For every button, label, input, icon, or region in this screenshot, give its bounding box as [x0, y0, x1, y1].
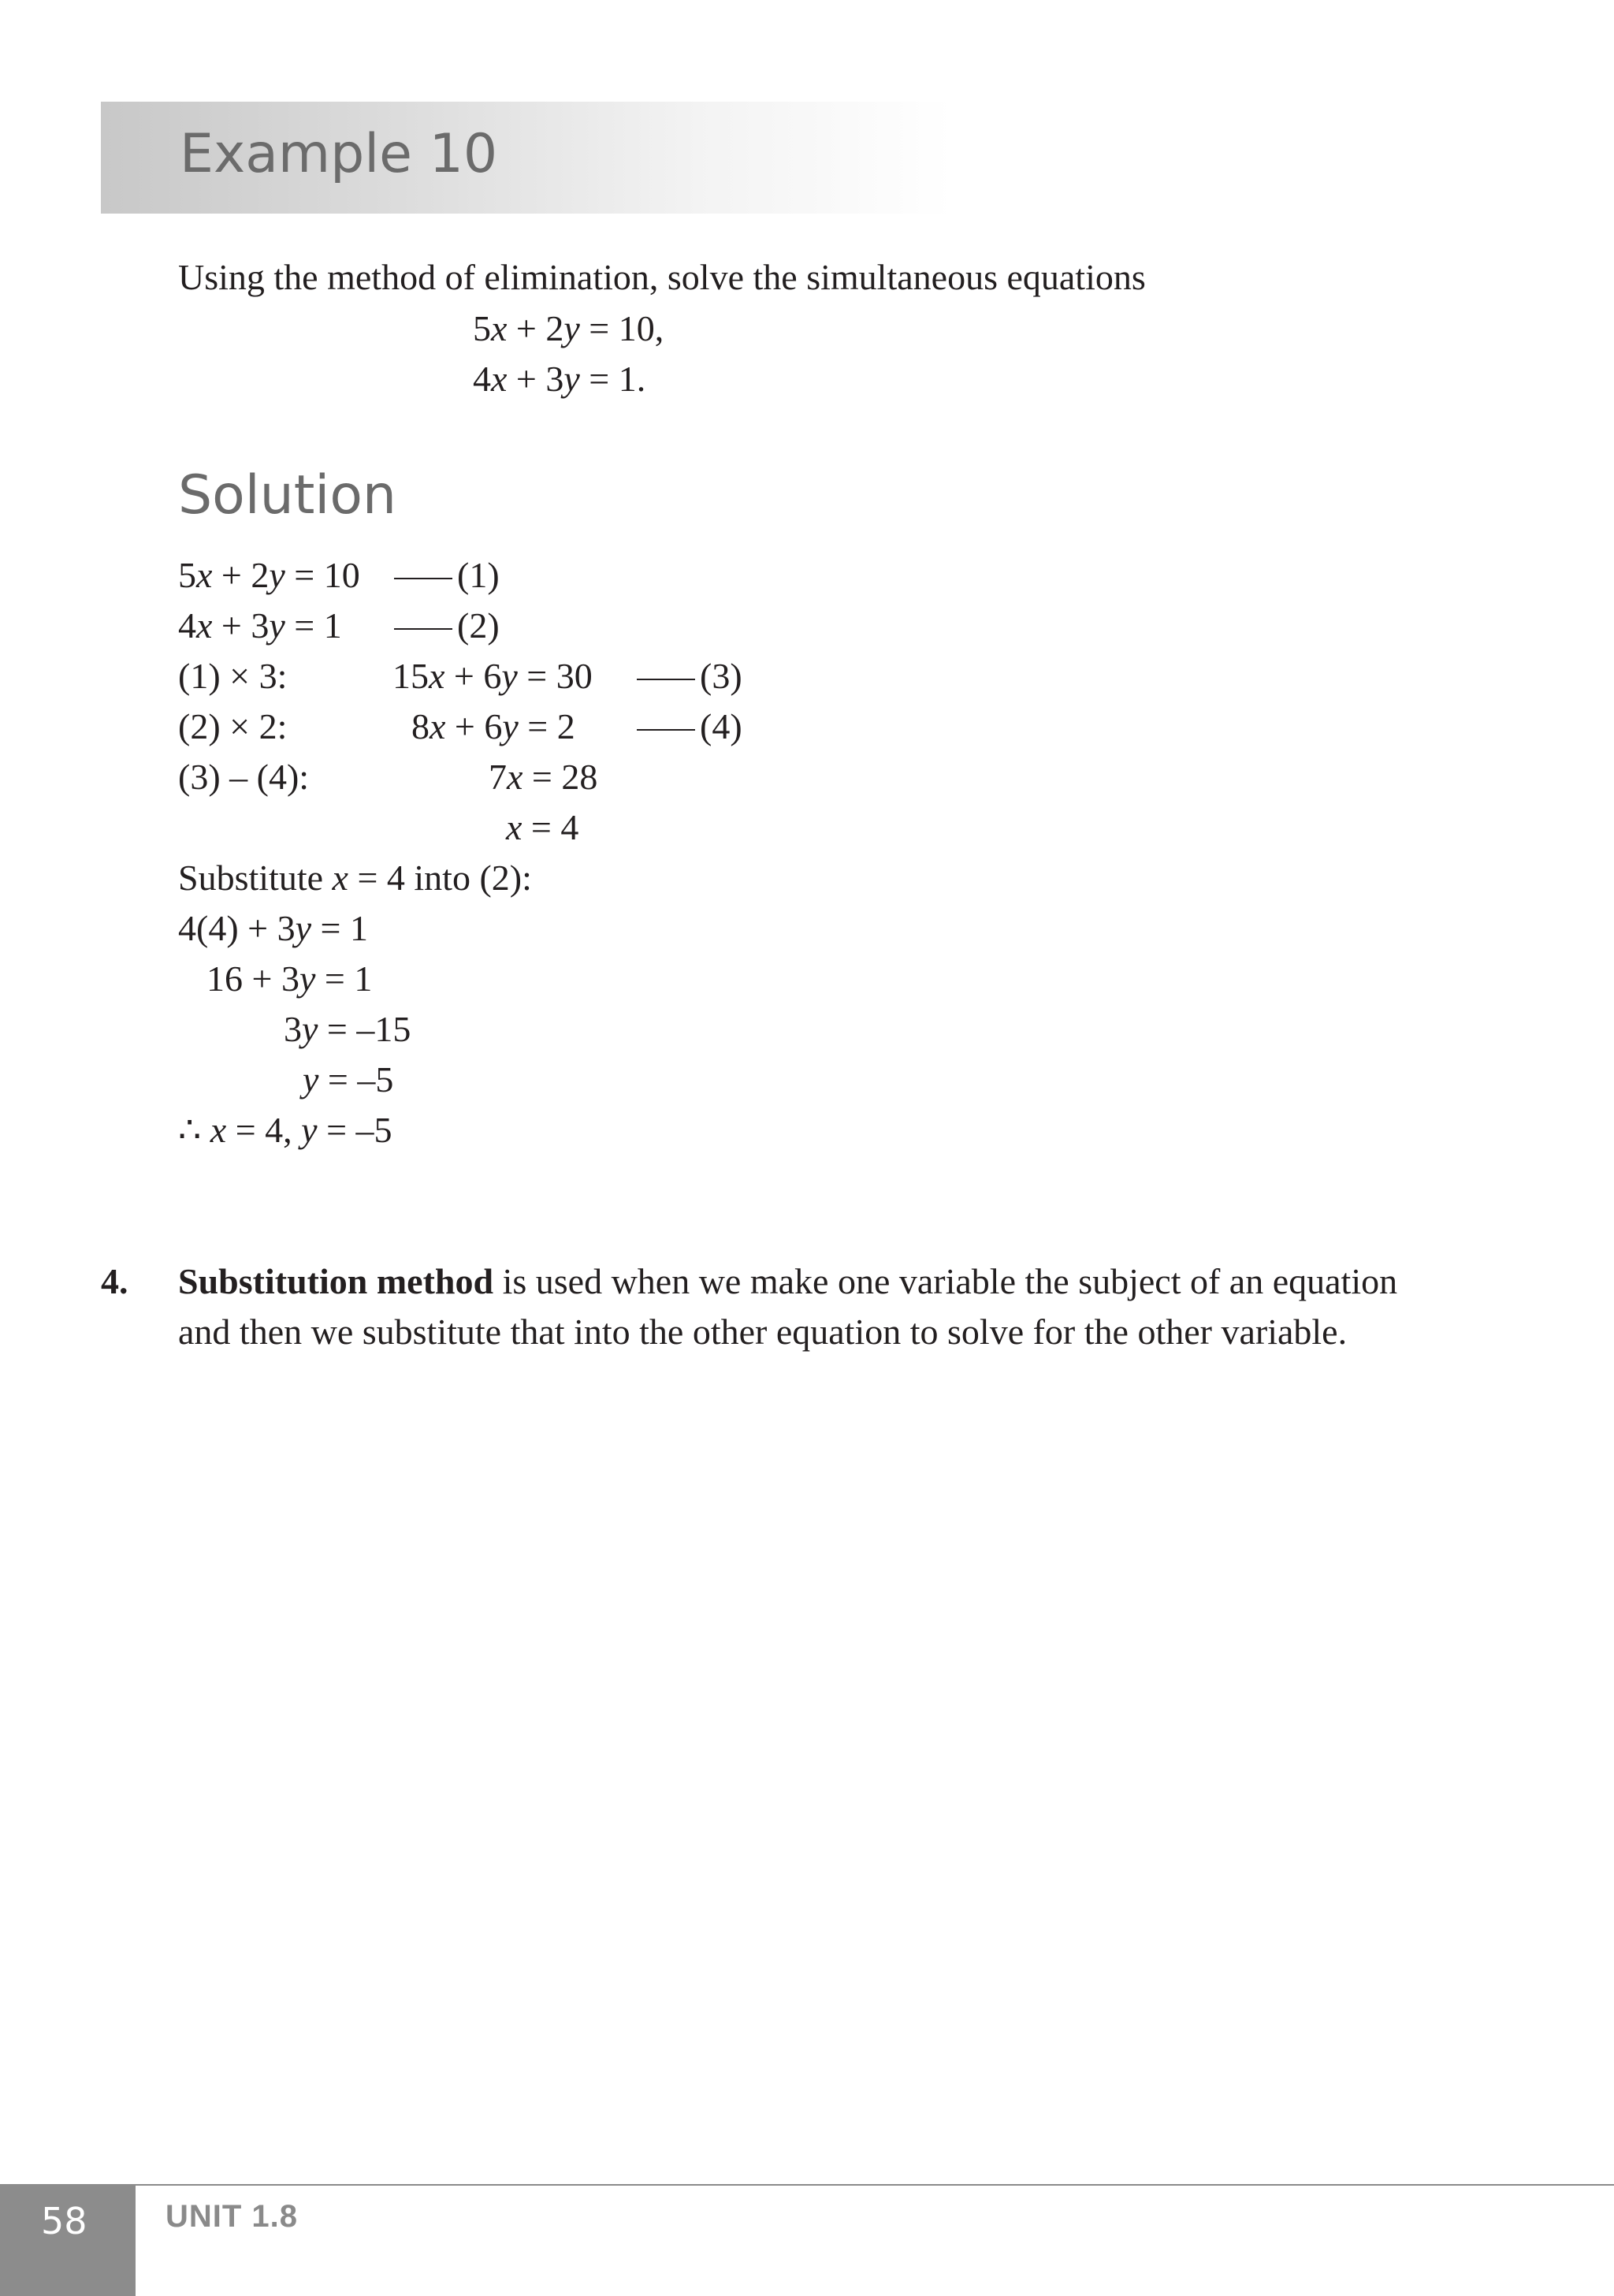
equation-2: 4x + 3y = 1	[178, 605, 342, 646]
question-equation-2: 4x + 3y = 1.	[473, 359, 646, 399]
substitution-line-1: 4(4) + 3y = 1	[178, 908, 368, 948]
point-4-line-2: and then we substitute that into the other equation to solve for the other variable.	[178, 1312, 1348, 1352]
unit-label: UNIT 1.8	[165, 2199, 299, 2234]
step-4-operation: (2) × 2:	[178, 706, 288, 746]
dash-line	[637, 679, 695, 680]
equation-1-tag: (1)	[389, 550, 500, 601]
question-equation-1: 5x + 2y = 10,	[473, 308, 664, 348]
dash-line	[637, 729, 695, 731]
point-number: 4.	[101, 1261, 128, 1301]
step-3-operation: (1) × 3:	[178, 656, 288, 696]
page-number: 58	[41, 2200, 87, 2242]
equation-3: 15x + 6y = 30	[392, 656, 593, 696]
point-4-text-1: is used when we make one variable the subject of an equation	[493, 1261, 1398, 1301]
question-intro: Using the method of elimination, solve the simultaneous equations	[178, 257, 1146, 297]
substitute-step: Substitute x = 4 into (2):	[178, 858, 532, 898]
example-title: Example 10	[180, 123, 498, 185]
example-banner	[101, 102, 952, 214]
page-number-box	[0, 2184, 136, 2296]
result-x: x = 4	[506, 807, 579, 847]
dash-line	[394, 578, 452, 579]
substitution-line-3: 3y = –15	[284, 1009, 411, 1049]
dash-line	[394, 628, 452, 630]
point-4-line-1	[178, 1256, 1397, 1307]
equation-4: 8x + 6y = 2	[411, 706, 575, 746]
footer-rule	[136, 2184, 1614, 2186]
solution-heading: Solution	[178, 464, 397, 527]
equation-1: 5x + 2y = 10	[178, 555, 360, 595]
conclusion: ∴ x = 4, y = –5	[178, 1110, 392, 1150]
equation-3-tag: (3)	[632, 651, 742, 701]
substitution-line-2: 16 + 3y = 1	[206, 958, 373, 999]
equation-2-tag: (2)	[389, 601, 500, 651]
equation-4-tag: (4)	[632, 701, 742, 752]
point-4-term: Substitution method	[178, 1261, 494, 1301]
equation-5: 7x = 28	[489, 757, 598, 797]
substitution-line-4: y = –5	[303, 1059, 394, 1100]
step-5-operation: (3) – (4):	[178, 757, 310, 797]
